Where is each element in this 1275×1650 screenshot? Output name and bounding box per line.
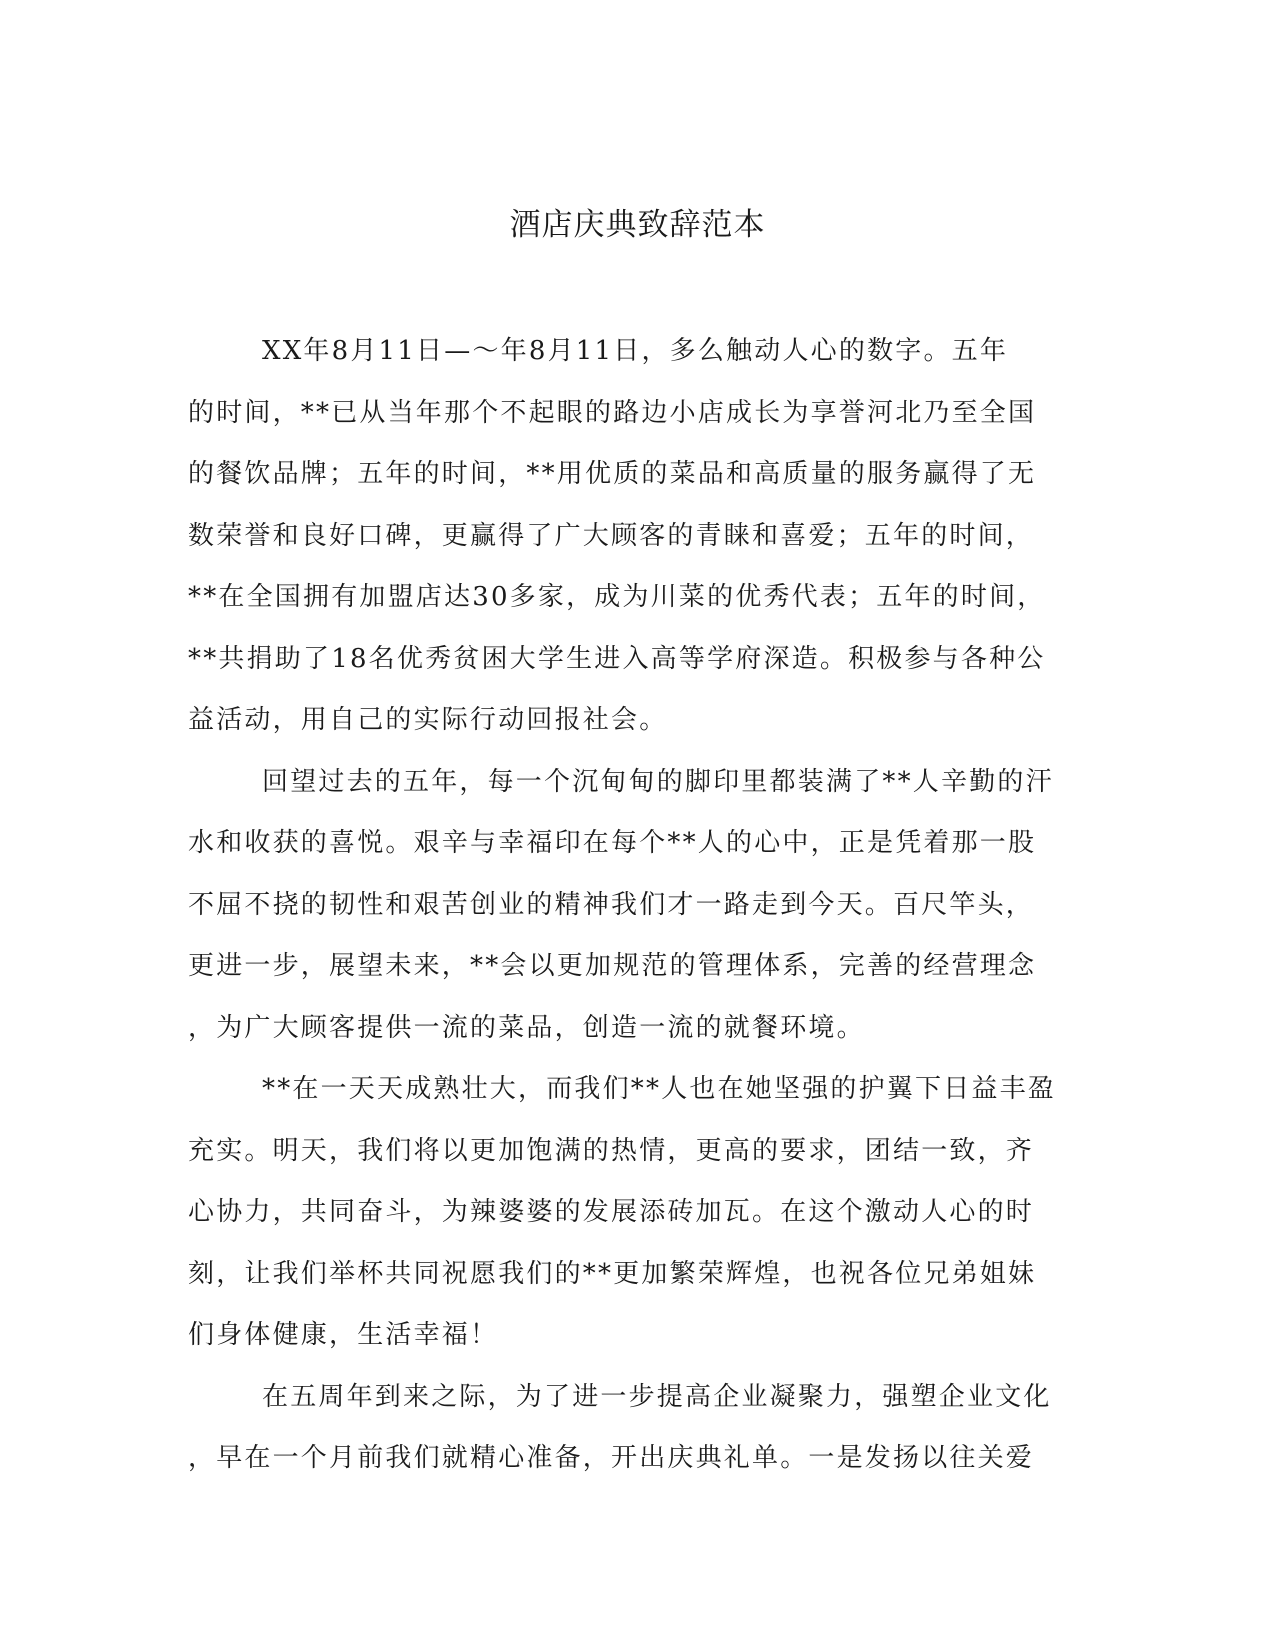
text-line: 的餐饮品牌；五年的时间，**用优质的菜品和高质量的服务赢得了无	[188, 459, 1037, 489]
text-line: 回望过去的五年，每一个沉甸甸的脚印里都装满了**人辛勤的汗	[262, 766, 1054, 797]
text-line: **在一天天成熟壮大，而我们**人也在她坚强的护翼下日益丰盈	[262, 1074, 1057, 1104]
document-body	[188, 321, 1068, 1490]
page-title: 酒店庆典致辞范本	[509, 207, 766, 243]
text-line: **共捐助了18名优秀贫困大学生进入高等学府深造。积极参与各种公	[188, 643, 1046, 674]
text-line: 数荣誉和良好口碑，更赢得了广大顾客的青睐和喜爱；五年的时间，	[188, 520, 1035, 551]
text-line: ，为广大顾客提供一流的菜品，创造一流的就餐环境。	[188, 1012, 865, 1043]
text-line: 刻，让我们举杯共同祝愿我们的**更加繁荣辉煌，也祝各位兄弟姐妹	[188, 1258, 1037, 1289]
text-line: 更进一步，展望未来，**会以更加规范的管理体系，完善的经营理念	[188, 951, 1037, 981]
text-line: 在五周年到来之际，为了进一步提高企业凝聚力，强塑企业文化	[262, 1381, 1052, 1412]
text-line: 不屈不挠的韧性和艰苦创业的精神我们才一路走到今天。百尺竿头，	[188, 889, 1035, 920]
text-line: **在全国拥有加盟店达30多家，成为川菜的优秀代表；五年的时间，	[188, 582, 1046, 612]
text-line: 水和收获的喜悦。艰辛与幸福印在每个**人的心中，正是凭着那一股	[188, 828, 1037, 858]
text-line: 充实。明天，我们将以更加饱满的热情，更高的要求，团结一致，齐	[188, 1135, 1035, 1166]
text-line: XX年8月11日—～年8月11日，多么触动人心的数字。五年	[262, 336, 1009, 366]
text-line: 心协力，共同奋斗，为辣婆婆的发展添砖加瓦。在这个激动人心的时	[188, 1197, 1035, 1227]
text-line: 益活动，用自己的实际行动回报社会。	[188, 705, 668, 735]
text-line: ，早在一个月前我们就精心准备，开出庆典礼单。一是发扬以往关爱	[188, 1443, 1035, 1473]
text-line: 的时间，**已从当年那个不起眼的路边小店成长为享誉河北乃至全国	[188, 397, 1037, 428]
text-line: 们身体健康，生活幸福！	[188, 1320, 499, 1350]
